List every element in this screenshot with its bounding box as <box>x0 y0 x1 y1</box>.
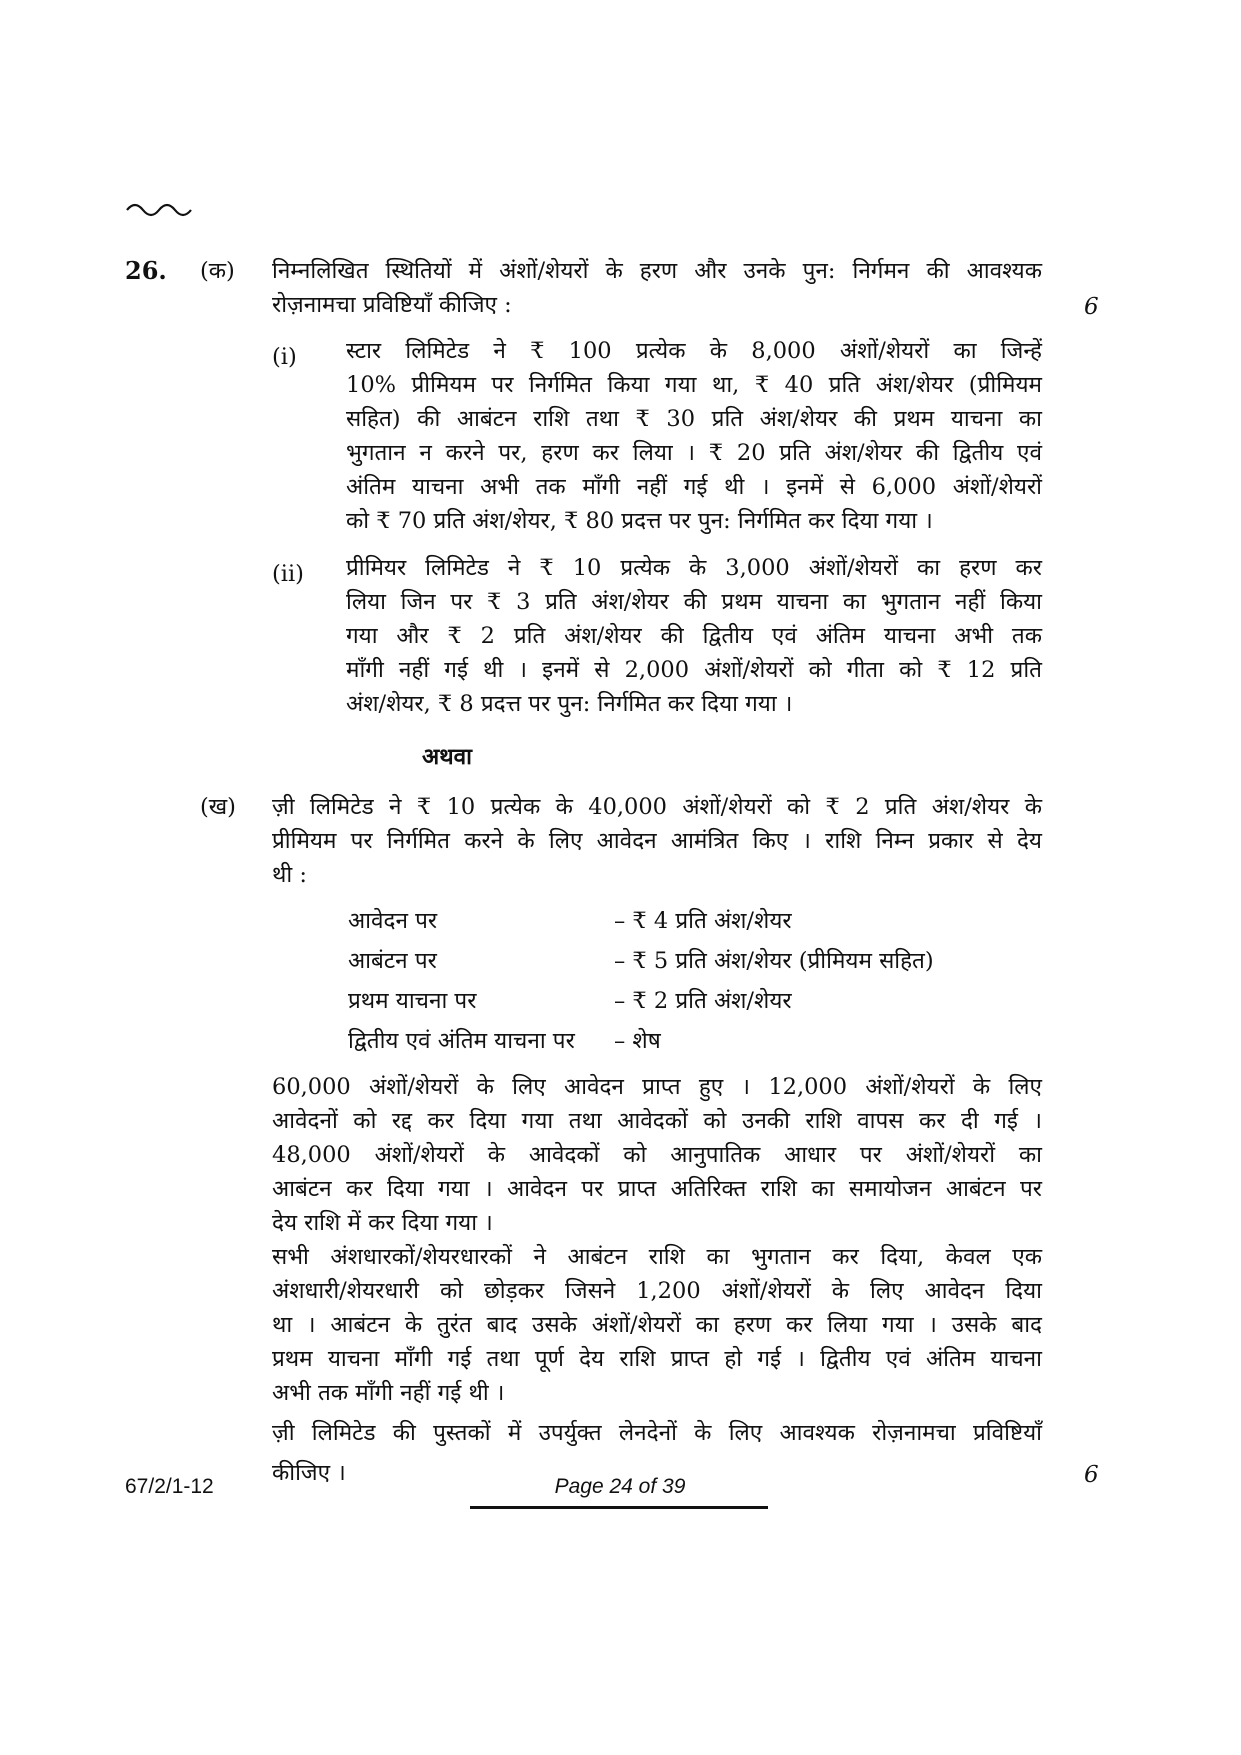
or-heading: अथवा <box>422 744 472 770</box>
schedule-label: द्वितीय एवं अंतिम याचना पर <box>348 1028 575 1054</box>
item-1-line: भुगतान न करने पर, हरण कर लिया । ₹ 20 प्रति अंश/शेयर की द्वितीय एवं <box>346 440 1042 466</box>
item-2-line: माँगी नहीं गई थी । इनमें से 2,000 अंशों/शेयरों को गीता को ₹ 12 प्रति <box>346 657 1042 683</box>
part-a-label: (क) <box>200 258 235 284</box>
part-b-intro-line: ज़ी लिमिटेड ने ₹ 10 प्रत्येक के 40,000 अंशों/शेयरों को ₹ 2 प्रति अंश/शेयर के <box>272 794 1042 820</box>
schedule-value: – ₹ 2 प्रति अंश/शेयर <box>614 988 792 1014</box>
question-number: 26. <box>125 256 167 285</box>
part-b-body-line: सभी अंशधारकों/शेयरधारकों ने आबंटन राशि का भुगतान कर दिया, केवल एक <box>272 1244 1042 1270</box>
marks-b: 6 <box>1084 1462 1099 1488</box>
paper-code: 67/2/1-12 <box>125 1475 214 1498</box>
item-2-line: अंश/शेयर, ₹ 8 प्रदत्त पर पुन: निर्गमित कर दिया गया । <box>346 691 793 717</box>
part-b-label: (ख) <box>200 794 236 820</box>
item-1-line: को ₹ 70 प्रति अंश/शेयर, ₹ 80 प्रदत्त पर पुन: निर्गमित कर दिया गया । <box>346 508 933 534</box>
part-b-intro-line: थी : <box>272 862 307 888</box>
schedule-value: – ₹ 4 प्रति अंश/शेयर <box>614 908 792 934</box>
item-2-line: प्रीमियर लिमिटेड ने ₹ 10 प्रत्येक के 3,000 अंशों/शेयरों का हरण कर <box>346 555 1042 581</box>
schedule-label: प्रथम याचना पर <box>348 988 477 1014</box>
part-a-intro-line: निम्नलिखित स्थितियों में अंशों/शेयरों के हरण और उनके पुन: निर्गमन की आवश्यक <box>272 258 1042 284</box>
item-1-line: सहित) की आबंटन राशि तथा ₹ 30 प्रति अंश/शेयर की प्रथम याचना का <box>346 406 1042 432</box>
item-1-line: स्टार लिमिटेड ने ₹ 100 प्रत्येक के 8,000 अंशों/शेयरों का जिन्हें <box>346 338 1042 364</box>
page-number: Page 24 of 39 <box>554 1475 686 1498</box>
schedule-label: आबंटन पर <box>348 948 437 974</box>
part-b-body-line: देय राशि में कर दिया गया । <box>272 1210 493 1236</box>
wavy-mark-icon <box>125 196 205 220</box>
part-b-body-line: कीजिए । <box>272 1460 346 1486</box>
part-b-body-line: अंशधारी/शेयरधारी को छोड़कर जिसने 1,200 अंशों/शेयरों के लिए आवेदन दिया <box>272 1278 1042 1304</box>
part-a-intro-line: रोज़नामचा प्रविष्टियाँ कीजिए : <box>272 292 512 318</box>
footer-rule <box>470 1506 768 1509</box>
part-b-body-line: अभी तक माँगी नहीं गई थी । <box>272 1380 505 1406</box>
item-2-line: गया और ₹ 2 प्रति अंश/शेयर की द्वितीय एवं अंतिम याचना अभी तक <box>346 623 1042 649</box>
item-2-line: लिया जिन पर ₹ 3 प्रति अंश/शेयर की प्रथम याचना का भुगतान नहीं किया <box>346 589 1042 615</box>
part-b-body-line: था । आबंटन के तुरंत बाद उसके अंशों/शेयरों का हरण कर लिया गया । उसके बाद <box>272 1312 1042 1338</box>
schedule-value: – ₹ 5 प्रति अंश/शेयर (प्रीमियम सहित) <box>614 948 934 974</box>
marks-a: 6 <box>1084 294 1099 320</box>
part-b-body-line: प्रथम याचना माँगी गई तथा पूर्ण देय राशि प्राप्त हो गई । द्वितीय एवं अंतिम याचना <box>272 1346 1042 1372</box>
part-b-body-line: आबंटन कर दिया गया । आवेदन पर प्राप्त अतिरिक्त राशि का समायोजन आबंटन पर <box>272 1176 1042 1202</box>
part-b-body-line: ज़ी लिमिटेड की पुस्तकों में उपर्युक्त लेनदेनों के लिए आवश्यक रोज़नामचा प्रविष्टियाँ <box>272 1420 1042 1446</box>
item-1-line: अंतिम याचना अभी तक माँगी नहीं गई थी । इनमें से 6,000 अंशों/शेयरों <box>346 474 1042 500</box>
item-2-label: (ii) <box>272 561 304 587</box>
item-1-label: (i) <box>272 344 297 370</box>
part-b-intro-line: प्रीमियम पर निर्गमित करने के लिए आवेदन आमंत्रित किए । राशि निम्न प्रकार से देय <box>272 828 1042 854</box>
item-1-line: 10% प्रीमियम पर निर्गमित किया गया था, ₹ 40 प्रति अंश/शेयर (प्रीमियम <box>346 372 1042 398</box>
part-b-body-line: आवेदनों को रद्द कर दिया गया तथा आवेदकों को उनकी राशि वापस कर दी गई । <box>272 1108 1042 1134</box>
schedule-label: आवेदन पर <box>348 908 438 934</box>
part-b-body-line: 48,000 अंशों/शेयरों के आवेदकों को आनुपातिक आधार पर अंशों/शेयरों का <box>272 1142 1042 1168</box>
schedule-value: – शेष <box>614 1028 661 1054</box>
part-b-body-line: 60,000 अंशों/शेयरों के लिए आवेदन प्राप्त हुए । 12,000 अंशों/शेयरों के लिए <box>272 1074 1042 1100</box>
